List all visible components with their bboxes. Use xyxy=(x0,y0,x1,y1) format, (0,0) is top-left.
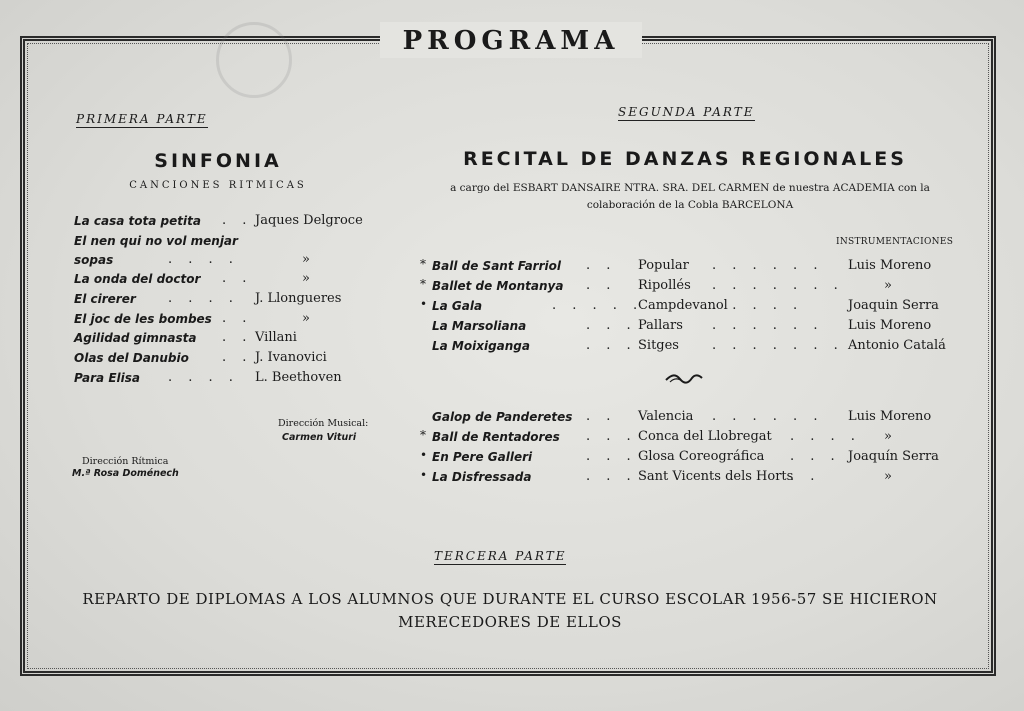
piece-title: Agilidad gimnasta xyxy=(74,331,197,345)
page-title: PROGRAMA xyxy=(402,26,620,56)
dot-leader: . . . . xyxy=(168,291,239,306)
dot-leader: . . xyxy=(222,311,253,326)
instrumentaciones-header: INSTRUMENTACIONES xyxy=(836,237,954,247)
dance-origin: Glosa Coreográfica xyxy=(638,449,765,464)
dot-leader: . . xyxy=(222,330,253,345)
piece-title: El nen qui no vol menjar xyxy=(74,234,238,248)
dance-marker: * xyxy=(420,277,426,291)
dot-leader: . . . xyxy=(586,338,637,353)
dot-leader: . . . xyxy=(586,318,637,333)
dance-name: Ballet de Montanya xyxy=(432,279,564,293)
dance-name: La Marsoliana xyxy=(432,319,527,333)
segunda-parte-label: SEGUNDA PARTE xyxy=(618,105,755,119)
direccion-ritmica-name: M.ª Rosa Doménech xyxy=(72,468,179,479)
piece-title: El joc de les bombes xyxy=(74,312,212,326)
piece-title: La onda del doctor xyxy=(74,272,201,286)
dot-leader: . . . . . xyxy=(552,298,644,313)
dance-name: Galop de Panderetes xyxy=(432,410,573,424)
dot-leader: . . . . . . xyxy=(712,258,824,273)
dot-leader: . . . xyxy=(586,449,637,464)
dance-origin: Conca del Llobregat xyxy=(638,429,772,444)
dot-leader: . . . xyxy=(586,469,637,484)
piece-author: J. Llongueres xyxy=(255,291,342,306)
piece-author: » xyxy=(302,311,310,326)
piece-author: L. Beethoven xyxy=(255,370,342,385)
dance-name: La Moixiganga xyxy=(432,339,530,353)
dance-name: La Gala xyxy=(432,299,483,313)
dance-marker: * xyxy=(420,428,426,442)
canciones-subheading: CANCIONES RITMICAS xyxy=(129,180,307,191)
piece-title: La casa tota petita xyxy=(74,214,201,228)
dot-leader: . . xyxy=(586,258,617,273)
direccion-musical-name: Carmen Vituri xyxy=(282,432,357,443)
sinfonia-heading: SINFONIA xyxy=(154,150,282,172)
dance-origin: Valencia xyxy=(638,409,694,424)
dot-leader: . . . . . . xyxy=(712,409,824,424)
piece-author: Jaques Delgroce xyxy=(255,213,363,228)
dot-leader: . . xyxy=(222,350,253,365)
dot-leader: . . . . xyxy=(790,429,861,444)
direccion-musical-label: Dirección Musical: xyxy=(278,418,369,429)
dance-origin: Sant Vicents dels Horts xyxy=(638,469,794,484)
dance-origin: Pallars xyxy=(638,318,683,333)
piece-author: Villani xyxy=(255,330,297,345)
instrumentation: Joaquin Serra xyxy=(848,298,939,313)
dance-origin: Popular xyxy=(638,258,689,273)
piece-title: Olas del Danubio xyxy=(74,351,189,365)
ornament-icon xyxy=(664,372,704,384)
watermark-seal-icon xyxy=(216,22,292,98)
tercera-parte-label: TERCERA PARTE xyxy=(434,549,567,563)
dot-leader: . . . . xyxy=(168,370,239,385)
piece-author: » xyxy=(302,271,310,286)
instrumentation: » xyxy=(884,469,892,484)
dot-leader: . . . . . . xyxy=(712,318,824,333)
piece-author: » xyxy=(302,252,310,267)
piece-author: J. Ivanovici xyxy=(255,350,327,365)
dot-leader: . . . . . . . xyxy=(712,278,844,293)
dot-leader: . . . xyxy=(790,449,841,464)
dot-leader: . . . . . xyxy=(712,298,804,313)
dance-name: Ball de Rentadores xyxy=(432,430,560,444)
dot-leader: . . xyxy=(586,409,617,424)
dance-origin: Campdevanol xyxy=(638,298,728,313)
instrumentation: Luis Moreno xyxy=(848,318,932,333)
direccion-ritmica-label: Dirección Rítmica xyxy=(82,456,169,467)
dance-origin: Ripollés xyxy=(638,278,691,293)
instrumentation: » xyxy=(884,429,892,444)
instrumentation: Antonio Catalá xyxy=(848,338,946,353)
dance-marker: • xyxy=(420,468,428,482)
instrumentation: Luis Moreno xyxy=(848,258,932,273)
piece-title: sopas xyxy=(74,253,114,267)
dot-leader: . . . . . . . xyxy=(712,338,844,353)
instrumentation: Luis Moreno xyxy=(848,409,932,424)
dance-name: En Pere Galleri xyxy=(432,450,533,464)
dot-leader: . . xyxy=(222,213,253,228)
dance-name: La Disfressada xyxy=(432,470,532,484)
dance-name: Ball de Sant Farriol xyxy=(432,259,561,273)
dance-marker: * xyxy=(420,257,426,271)
dot-leader: . . xyxy=(222,271,253,286)
recital-heading: RECITAL DE DANZAS REGIONALES xyxy=(463,148,907,170)
diplomas-line-1: REPARTO DE DIPLOMAS A LOS ALUMNOS QUE DURANTE EL CURSO ESCOLAR 1956-57 SE HICIERON xyxy=(82,590,938,608)
piece-title: Para Elisa xyxy=(74,371,140,385)
primera-parte-label: PRIMERA PARTE xyxy=(76,112,208,126)
piece-title: El cirerer xyxy=(74,292,136,306)
diplomas-line-2: MERECEDORES DE ELLOS xyxy=(398,613,622,631)
dot-leader: . . . xyxy=(586,429,637,444)
dance-marker: • xyxy=(420,448,428,462)
intro-line-2: colaboración de la Cobla BARCELONA xyxy=(586,199,794,211)
instrumentation: » xyxy=(884,278,892,293)
dance-marker: • xyxy=(420,297,428,311)
dot-leader: . . xyxy=(790,469,821,484)
dot-leader: . . . . xyxy=(168,252,239,267)
intro-line-1: a cargo del ESBART DANSAIRE NTRA. SRA. DEL CARMEN de nuestra ACADEMIA con la xyxy=(450,182,930,194)
dot-leader: . . xyxy=(586,278,617,293)
dance-origin: Sitges xyxy=(638,338,679,353)
instrumentation: Joaquín Serra xyxy=(848,449,939,464)
